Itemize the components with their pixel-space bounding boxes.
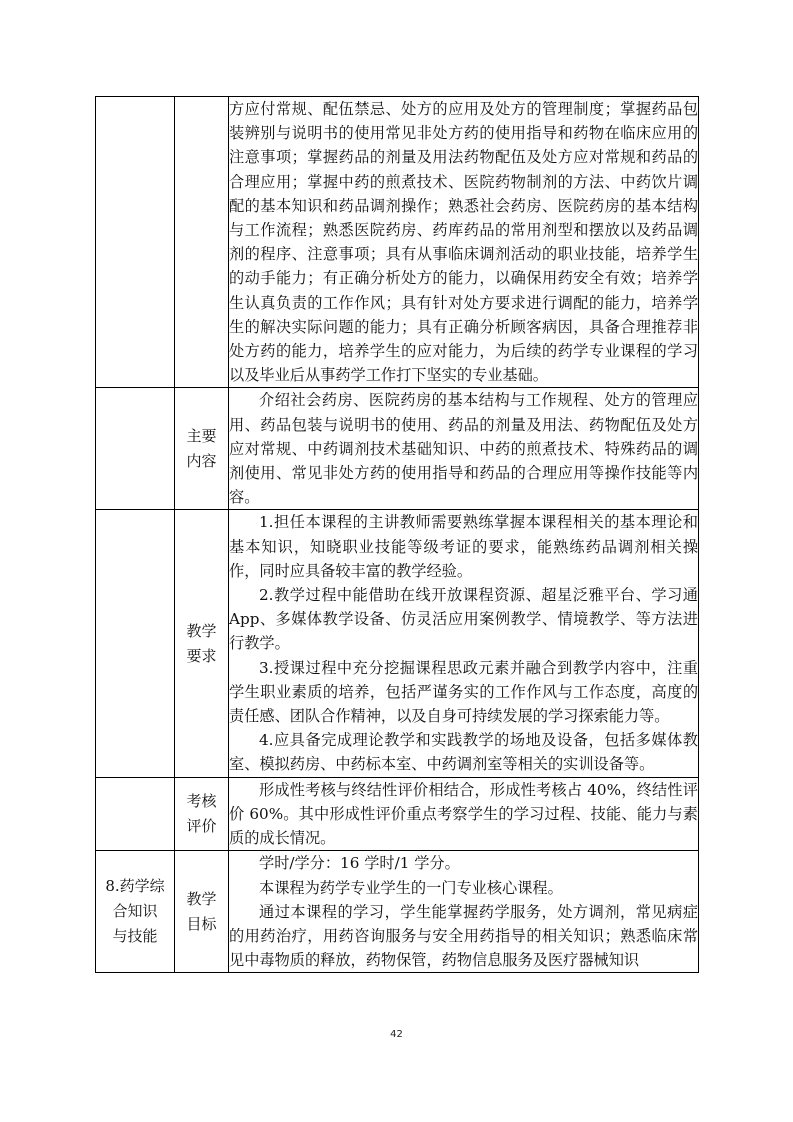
table-row-course-8 xyxy=(96,851,699,973)
course-name-cell-empty xyxy=(96,97,175,388)
requirement-item: 1.担任本课程的主讲教师需要熟练掌握本课程相关的基本理论和基本知识，知晓职业技能等级考证的要求，能熟练药品调剂相关操作，同时应具备较丰富的教学经验。 xyxy=(229,513,698,580)
teaching-requirements-text xyxy=(229,510,699,777)
assessment-paragraph: 形成性考核与终结性评价相结合，形成性考核占 40%，终结性评价 60%。其中形成性评价重点考察学生的学习过程、技能、能力与素质的成长情况。 xyxy=(229,780,698,848)
requirement-item: 4.应具备完成理论教学和实践教学的场地及设备，包括多媒体教室、模拟药房、中药标本室、中药调剂室等相关的实训设备等。 xyxy=(229,731,698,774)
requirement-item: 3.授课过程中充分挖掘课程思政元素并融合到教学内容中，注重学生职业素质的培养，包括严谨务实的工作作风与工作态度，高度的责任感、团队合作精神，以及自身可持续发展的学习探索能力等。 xyxy=(229,658,698,726)
course-name-cell: 8.药学综 合知识 与技能 xyxy=(96,851,175,973)
main-content-paragraph: 介绍社会药房、医院药房的基本结构与工作规程、处方的管理应用、药品包装与说明书的使用、药品的剂量及用法、药物配伍及处方应对常规、中药调剂技术基础知识、中药的煎煮技术、特殊药品的调剂使用、常见非处方药的使用指导和药品的合理应用等操作技能等内容。 xyxy=(229,391,698,507)
item-label-cell-empty xyxy=(175,97,229,388)
table-row-objectives-continued xyxy=(96,97,699,388)
page-number: 42 xyxy=(390,1029,403,1040)
table-row-main-content xyxy=(96,388,699,510)
table-row-assessment xyxy=(96,777,699,851)
assessment-text xyxy=(229,777,699,851)
objective-item: 学时/学分：16 学时/1 学分。 xyxy=(259,854,460,873)
table-row-teaching-requirements xyxy=(96,510,699,777)
objectives-continued-paragraph: 方应付常规、配伍禁忌、处方的应用及处方的管理制度；掌握药品包装辨别与说明书的使用常见非处方药的使用指导和药物在临床应用的注意事项；掌握药品的剂量及用法药物配伍及处方应对常规和药品的合理应用；掌握中药的煎煮技术、医院药物制剂的方法、中药饮片调配的基本知识和药品调剂操作；熟悉社会药房、医院药房的基本结构与工作流程；熟悉医院药房、药库药品的常用剂型和摆放以及药品调剂的程序、注意事项；具有从事临床调剂活动的职业技能，培养学生的动手能力；有正确分析处方的能力，以确保用药安全有效；培养学生认真负责的工作作风；具有针对处方要求进行调配的能力，培养学生的解决实际问题的能力；具有正确分析顾客病因，具备合理推荐非处方药的能力，培养学生的应对能力，为后续的药学专业课程的学习以及毕业后从事药学工作打下坚实的专业基础。 xyxy=(229,100,698,385)
assessment-label: 考核 评价 xyxy=(175,777,229,851)
course-table xyxy=(95,96,699,973)
main-content-label: 主要 内容 xyxy=(175,388,229,510)
main-content-text xyxy=(229,388,699,510)
requirement-item: 2.教学过程中能借助在线开放课程资源、超星泛雅平台、学习通 App、多媒体教学设备、仿灵活应用案例教学、情境教学、等方法进行教学。 xyxy=(229,586,698,653)
teaching-objectives-label: 教学 目标 xyxy=(175,851,229,973)
objectives-continued-text xyxy=(229,97,699,388)
course-name-cell-empty xyxy=(96,388,175,510)
teaching-requirements-label: 教学 要求 xyxy=(175,510,229,777)
objective-item: 本课程为药学专业学生的一门专业核心课程。 xyxy=(259,878,563,897)
course-name-cell-empty xyxy=(96,510,175,777)
objective-item: 通过本课程的学习，学生能掌握药学服务，处方调剂，常见病症的用药治疗，用药咨询服务与安全用药指导的相关知识；熟悉临床常见中毒物质的释放，药物保管，药物信息服务及医疗器械知识 xyxy=(229,902,698,970)
teaching-objectives-text xyxy=(229,851,699,973)
course-name-cell-empty xyxy=(96,777,175,851)
